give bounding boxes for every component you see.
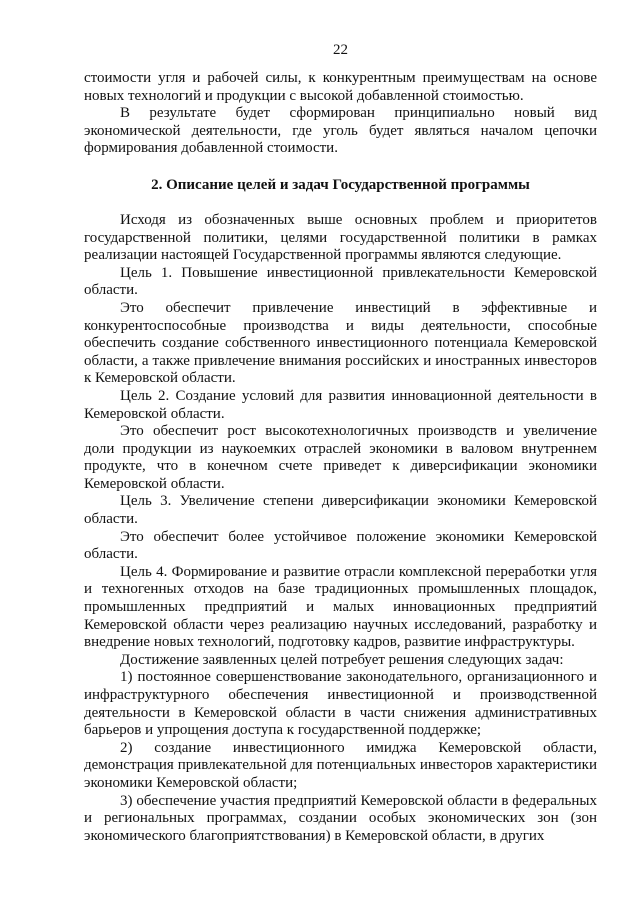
goal-3: Цель 3. Увеличение степени диверсификации экономики Кемеровской области. [84, 493, 597, 528]
section-body [84, 212, 597, 845]
paragraph: Это обеспечит привлечение инвестиций в эффективные и конкурентоспособные производства и виды деятельности, способные обеспечить создание собственного инвестиционного потенциала Кемеровской области, а также привлечение внимания российских и иностранных инвесторов к Кемеровской области. [84, 299, 597, 387]
document-page [84, 40, 597, 845]
paragraph: Это обеспечит более устойчивое положение экономики Кемеровской области. [84, 528, 597, 563]
paragraph: Это обеспечит рост высокотехнологичных производств и увеличение доли продукции из наукоемких отраслей экономики в валовом внутреннем продукте, что в конечном счете приведет к диверсификации экономики Кемеровской области. [84, 423, 597, 492]
goal-1: Цель 1. Повышение инвестиционной привлекательности Кемеровской области. [84, 264, 597, 299]
goal-4: Цель 4. Формирование и развитие отрасли комплексной переработки угля и техногенных отходов на базе традиционных промышленных площадок, промышленных предприятий и малых инновационных предприятий Кемеровской области через реализацию научных исследований, разработку и внедрение новых технологий, подготовку кадров, развитие инфраструктуры. [84, 563, 597, 651]
paragraph-continuation: стоимости угля и рабочей силы, к конкурентным преимуществам на основе новых технологий и продукции с высокой добавленной стоимостью. [84, 70, 597, 104]
task-1: 1) постоянное совершенствование законодательного, организационного и инфраструктурного обеспечения инвестиционной и производственной деятельности в Кемеровской области в части снижения административных барьеров и упрощения доступа к государственной поддержке; [84, 669, 597, 739]
section-heading: 2. Описание целей и задач Государственной программы [151, 176, 530, 193]
intro-block [84, 70, 597, 158]
paragraph: Исходя из обозначенных выше основных проблем и приоритетов государственной политики, целями государственной политики в рамках реализации настоящей Государственной программы являются следующие. [84, 211, 597, 264]
paragraph: В результате будет сформирован принципиально новый вид экономической деятельности, где уголь будет являться началом цепочки формирования добавленной стоимости. [84, 105, 597, 157]
tasks-intro: Достижение заявленных целей потребует решения следующих задач: [120, 651, 564, 668]
task-3: 3) обеспечение участия предприятий Кемеровской области в федеральных и региональных программах, создании особых экономических зон (зон экономического благоприятствования) в Кемеровской области, в других [84, 792, 597, 844]
goal-2: Цель 2. Создание условий для развития инновационной деятельности в Кемеровской области. [84, 387, 597, 422]
page-number: 22 [333, 42, 348, 58]
task-2: 2) создание инвестиционного имиджа Кемеровской области, демонстрация привлекательной для потенциальных инвесторов характеристики экономики Кемеровской области; [84, 739, 597, 791]
